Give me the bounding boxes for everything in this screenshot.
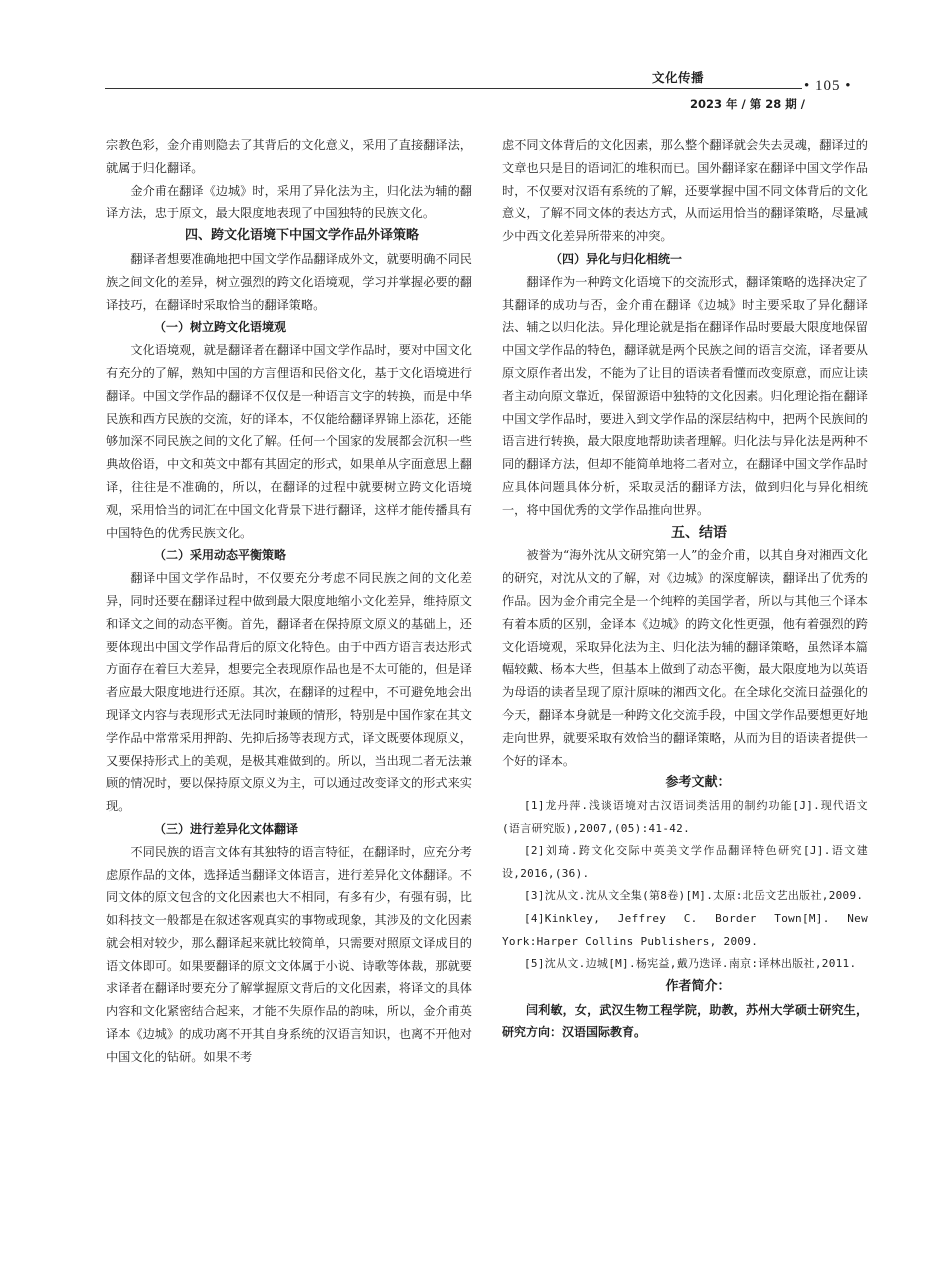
issue-info: 2023 年 / 第 28 期 / [690,97,805,111]
journal-section: 文化传播 [652,70,705,85]
paragraph: 不同民族的语言文体有其独特的语言特征，在翻译时，应充分考虑原作品的文体，选择适当翻译文体语言，进行差异化文体翻译。不同文体的原文包含的文化因素也大不相同，有多有少，有强有弱，比如科技文一般都是在叙述客观真实的事物或现象，其涉及的文化因素就会相对较少，那么翻译起来就比较简单，只需要对照原文译成目的语文体即可。如果要翻译的原文文体属于小说、诗歌等体裁，那就要求译者在翻译时要充分了解掌握原文背后的文化因素，将译文的具体内容和文化紧密结合起来，才能不失原作品的韵味，所以，金介甫英译本《边城》的成功离不开其自身系统的汉语言知识，也离不开他对中国文化的钻研。如果不考 [106,844,472,1064]
reference-item: [5]沈从文.边城[M].杨宪益,戴乃迭译.南京:译林出版社,2011. [524,957,857,971]
subsection-heading: （二）采用动态平衡策略 [154,548,287,563]
subsection-heading: （四）异化与归化相统一 [550,251,683,266]
subsection-heading: （三）进行差异化文体翻译 [154,821,299,836]
reference-item: [2]刘琦.跨文化交际中英美文学作品翻译特色研究[J].语文建设,2016,(36). [502,844,868,880]
header-rule [105,88,802,89]
references-title: 参考文献： [665,775,731,791]
reference-item: [1]龙丹萍.浅谈语境对古汉语词类活用的制约功能[J].现代语文(语言研究版),2007,(05):41-42. [502,799,868,835]
subsection-heading: （一）树立跨文化语境观 [154,320,287,335]
paragraph: 翻译作为一种跨文化语境下的交流形式，翻译策略的选择决定了其翻译的成功与否，金介甫在翻译《边城》时主要采取了异化翻译法、辅之以归化法。异化理论就是指在翻译作品时要最大限度地保留中国文学作品的特色，翻译就是两个民族之间的语言交流，译者要从原文原作者出发，不能为了让目的语读者看懂而改变原意，而应让读者主动向原文靠近，保留源语中独特的文化因素。归化理论指在翻译中国文学作品时，要进入到文学作品的深层结构中，把两个民族间的语言进行转换，最大限度地帮助读者理解。归化法与异化法是两种不同的翻译方法，但却不能简单地将二者对立，在翻译中国文学作品时应具体问题具体分析，采取灵活的翻译方法，做到归化与异化相统一，将中国优秀的文学作品推向世界。 [502,274,868,517]
reference-item: [3]沈从文.沈从文全集(第8卷)[M].太原:北岳文艺出版社,2009. [524,889,864,903]
right-column [502,134,868,1044]
author-title: 作者简介： [665,978,731,994]
paragraph: 虑不同文体背后的文化因素，那么整个翻译就会失去灵魂，翻译过的文章也只是目的语词汇的堆积而已。国外翻译家在翻译中国文学作品时，不仅要对汉语有系统的了解，还要掌握中国不同文体背后的文化意义，了解不同文体的表达方式，从而运用恰当的翻译策略，尽量减少中西文化差异所带来的冲突。 [502,138,868,244]
paragraph: 翻译者想要准确地把中国文学作品翻译成外文，就要明确不同民族之间文化的差异，树立强烈的跨文化语境观，学习并掌握必要的翻译技巧，在翻译时采取恰当的翻译策略。 [106,251,472,312]
paragraph: 金介甫在翻译《边城》时，采用了异化法为主，归化法为辅的翻译方法，忠于原文，最大限度地表现了中国独特的民族文化。 [106,183,472,221]
page-number: • 105 • [804,78,852,94]
paragraph: 翻译中国文学作品时，不仅要充分考虑不同民族之间的文化差异，同时还要在翻译过程中做到最大限度地缩小文化差异，维持原文和译文之间的动态平衡。首先，翻译者在保持原文原义的基础上，还要体现出中国文学作品背后的原文化特色。由于中西方语言表达形式方面存在着巨大差异，想要完全表现原作品也是不太可能的，但是译者应最大限度地进行还原。其次，在翻译的过程中，不可避免地会出现译文内容与表现形式无法同时兼顾的情形，特别是中国作家在其文学作品中常常采用押韵、先抑后扬等表现方式，译文既要体现原义，又要保持形式上的美观，是极其难做到的。所以，当出现二者无法兼顾的情况时，要以保持原文原义为主，可以通过改变译文的形式来实现。 [106,571,472,814]
left-column [106,134,472,1069]
section-heading: 五、结语 [671,524,727,541]
section-heading: 四、跨文化语境下中国文学作品外译策略 [184,228,419,244]
paragraph: 被誉为“海外沈从文研究第一人”的金介甫，以其自身对湘西文化的研究，对沈从文的了解，对《边城》的深度解读，翻译出了优秀的作品。因为金介甫完全是一个纯粹的美国学者，所以与其他三个译本有着本质的区别，金译本《边城》的跨文化性更强，他有着强烈的跨文化语境观，采取异化法为主、归化法为辅的翻译策略，虽然译本篇幅较戴、杨本大些，但基本上做到了动态平衡，最大限度地为以英语为母语的读者呈现了原汁原味的湘西文化。在全球化交流日益强化的今天，翻译本身就是一种跨文化交流手段，中国文学作品要想更好地走向世界，就要采取有效恰当的翻译策略，从而为目的语读者提供一个好的译本。 [502,548,868,768]
paragraph: 文化语境观，就是翻译者在翻译中国文学作品时，要对中国文化有充分的了解，熟知中国的方言俚语和民俗文化，基于文化语境进行翻译。中国文学作品的翻译不仅仅是一种语言文字的转换，而是中华民族和西方民族的交流，好的译本，不仅能给翻译界锦上添花，还能够加深不同民族之间的文化了解。任何一个国家的发展都会沉积一些典故俗语，中文和英文中都有其固定的形式，如果单从字面意思上翻译，往往是不准确的，所以，在翻译的过程中就要树立跨文化语境观，采用恰当的词汇在中国文化背景下进行翻译，这样才能传播具有中国特色的优秀民族文化。 [106,343,472,540]
author-bio: 闫利敏，女，武汉生物工程学院，助教，苏州大学硕士研究生，研究方向：汉语国际教育。 [502,1002,868,1040]
paragraph: 宗教色彩，金介甫则隐去了其背后的文化意义，采用了直接翻译法，就属于归化翻译。 [106,138,472,175]
reference-item: [4]Kinkley, Jeffrey C. Border Town[M]. New York:Harper Collins Publishers, 2009. [502,912,868,948]
